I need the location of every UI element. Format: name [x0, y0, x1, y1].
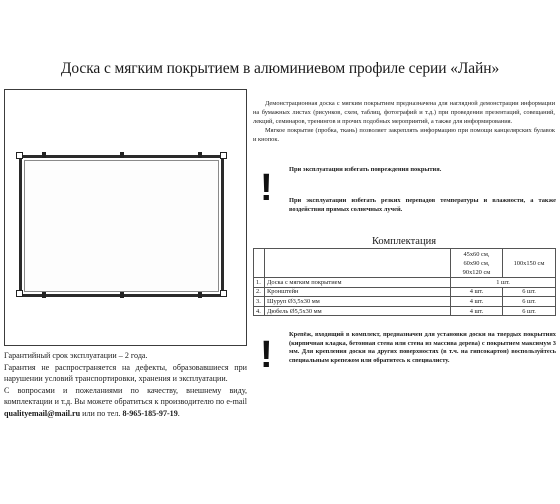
- contact-text-phone: или по тел.: [80, 408, 123, 418]
- product-description: [253, 100, 555, 145]
- warranty-exclusions: Гарантия не распространяется на дефекты, образовавшиеся при нарушении условий транспортировки, хранения и эксплуатации.: [4, 362, 247, 383]
- size-label: 90х120 см: [462, 268, 491, 276]
- board-bracket: [198, 292, 202, 298]
- row-number: 1.: [254, 278, 265, 288]
- contact-email: qualityemail@mail.ru: [4, 408, 81, 418]
- board-surface: [24, 160, 219, 292]
- board-bracket: [198, 152, 202, 158]
- board-bracket: [120, 292, 124, 298]
- table-cell: [254, 249, 265, 278]
- row-qty-small: 4 шт.: [451, 306, 503, 316]
- size-label: 45х60 см,: [463, 250, 490, 258]
- board-corner: [220, 152, 227, 159]
- table-header-row: [254, 249, 556, 278]
- row-number: 2.: [254, 287, 265, 297]
- row-item: Дюбель Ø5,5х30 мм: [265, 306, 451, 316]
- exclamation-icon: !: [260, 167, 273, 209]
- warning-mounting: Крепёж, входящий в комплект, предназначен для установки доски на твердых покрытиях (кирпичная кладка, бетонная стена или стена из массива дерева) с покрытием максимум 3 мм. Для крепления доски на других поверхностях (в т.ч. на гипсокартон) воспользуйтесь специальным крепежом или обратитесь к специалисту.: [289, 331, 556, 365]
- table-cell: [265, 249, 451, 278]
- kit-table: [253, 248, 556, 316]
- warning-climate: При эксплуатации избегать резких перепадов температуры и влажности, а также воздействия прямых солнечных лучей.: [289, 197, 556, 213]
- board-corner: [220, 290, 227, 297]
- board-bracket: [120, 152, 124, 158]
- table-row: [254, 306, 556, 316]
- row-qty-large: 6 шт.: [503, 306, 556, 316]
- size-header-large: 100х150 см: [503, 249, 556, 278]
- row-number: 3.: [254, 297, 265, 307]
- contact-info: [4, 385, 247, 420]
- warranty-period: Гарантийный срок эксплуатации – 2 года.: [4, 351, 148, 360]
- row-qty-small: 4 шт.: [451, 287, 503, 297]
- table-row: [254, 287, 556, 297]
- board-bracket: [42, 292, 46, 298]
- contact-text: С вопросами и пожеланиями по качеству, внешнему виду, комплектации и т.д. Вы можете обратиться к производителю по e-mail: [4, 385, 247, 406]
- size-label: 60х90 см,: [463, 259, 490, 267]
- kit-title: Комплектация: [371, 236, 437, 247]
- row-qty-all: 1 шт.: [451, 278, 556, 288]
- page-title: Доска с мягким покрытием в алюминиевом профиле серии «Лайн»: [60, 60, 500, 77]
- description-paragraph: Мягкое покрытие (пробка, ткань) позволяет закреплять информацию при помощи канцелярских булавок и кнопок.: [253, 126, 555, 143]
- board-corner: [16, 152, 23, 159]
- table-row: [254, 297, 556, 307]
- table-row: [254, 278, 556, 288]
- board-bracket: [42, 152, 46, 158]
- exclamation-icon: !: [260, 334, 273, 376]
- row-number: 4.: [254, 306, 265, 316]
- row-item: Кронштейн: [265, 287, 451, 297]
- board-illustration: [19, 155, 224, 297]
- size-header-small: [451, 249, 503, 278]
- contact-phone: 8-965-185-97-19: [122, 408, 178, 418]
- warranty-block: [4, 350, 247, 419]
- description-paragraph: Демонстрационная доска с мягким покрытием предназначена для наглядной демонстрации информации на бумажных листах (рисунков, схем, таблиц, фотографий и т.д.) при проведении презентаций, совещаний, лекций, семинаров, тренингов и прочих подобных мероприятий, а также для информирования.: [253, 100, 555, 125]
- contact-text-end: .: [177, 408, 180, 418]
- row-item: Доска с мягким покрытием: [265, 278, 451, 288]
- board-corner: [16, 290, 23, 297]
- warning-block-care: [260, 162, 556, 222]
- row-qty-large: 6 шт.: [503, 297, 556, 307]
- row-qty-large: 6 шт.: [503, 287, 556, 297]
- warning-coating: При эксплуатации избегать повреждения покрытия.: [289, 166, 442, 173]
- row-item: Шуруп Ø3,5х30 мм: [265, 297, 451, 307]
- warning-block-mounting: [260, 331, 556, 403]
- row-qty-small: 4 шт.: [451, 297, 503, 307]
